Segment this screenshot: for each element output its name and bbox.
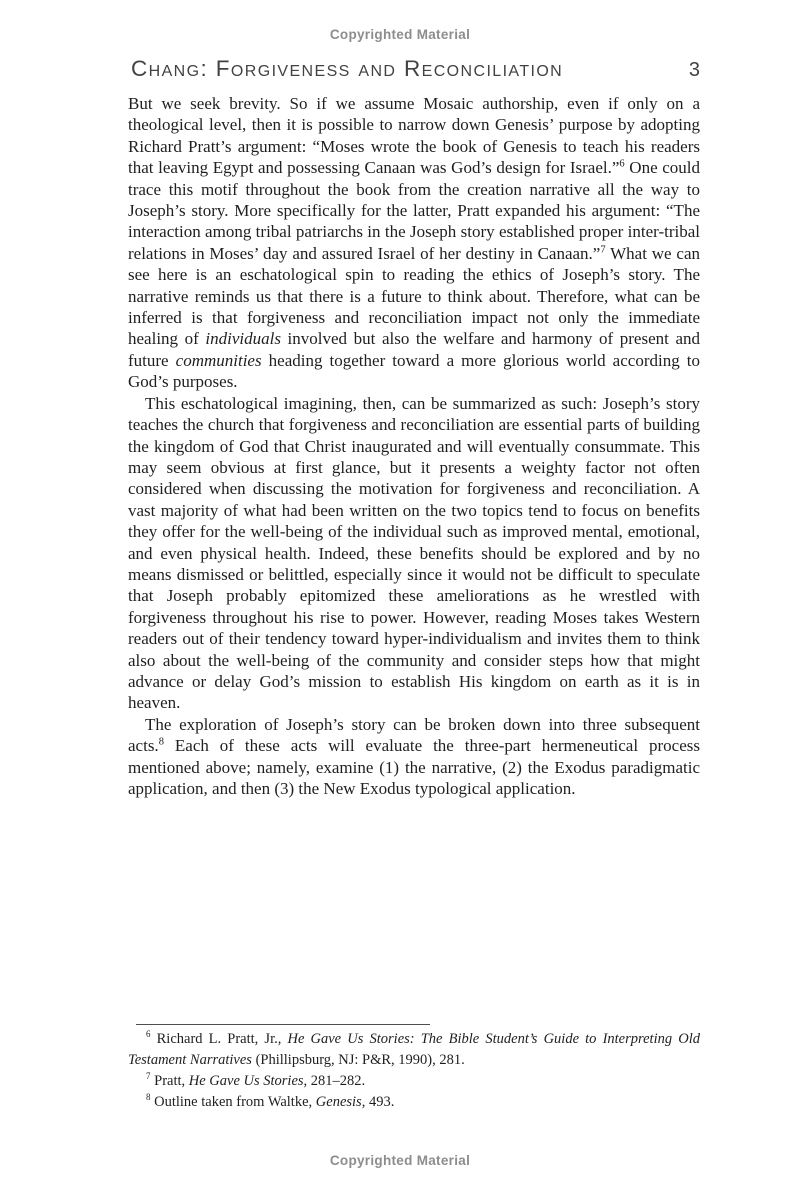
footnote-number: 6 (146, 1029, 151, 1040)
text-run: Genesis (315, 1094, 362, 1110)
text-run: One could trace this motif throughout the book from the creation narrative all the way to Joseph’s story. More specifically for the latter, Pratt expanded his argument: “The interaction among tribal patriarchs in the Joseph story established proper inter-tribal relations in Moses’ day and assured Israel of her destiny in Canaan.” (128, 158, 701, 263)
text-run: Pratt, (150, 1073, 189, 1089)
text-run: , 493. (361, 1094, 395, 1110)
paragraph (128, 714, 700, 800)
paragraph (128, 93, 700, 393)
running-title: Chang: Forgiveness and Reconciliation (131, 56, 564, 81)
text-run: , 281–282. (303, 1073, 366, 1089)
copyright-notice-bottom: Copyrighted Material (329, 1153, 471, 1168)
footnote-number: 8 (146, 1092, 151, 1103)
body-text (128, 93, 700, 799)
footnote-reference: 7 (600, 244, 606, 256)
text-run: What we can see here is an eschatological spin to reading the ethics of Joseph’s story. The narrative reminds us that there is a future to think about. Therefore, what can be inferred is that forgiveness and reconciliation impact not only the immediate healing of (128, 243, 700, 349)
text-run: Each of these acts will evaluate the three-part hermeneutical process mentioned above; namely, examine (1) the narrative, (2) the Exodus paradigmatic application, and then (3) the New Exodus typological application. (128, 736, 700, 798)
text-run: heading together toward a more glorious world according to God’s purposes. (128, 350, 700, 392)
footnote (128, 1092, 700, 1113)
footnote-separator (136, 1024, 430, 1025)
text-run: Richard L. Pratt, Jr., (150, 1031, 288, 1047)
footnote-number: 7 (146, 1071, 151, 1082)
running-header (131, 56, 700, 82)
text-run: (Phillipsburg, NJ: P&R, 1990), 281. (251, 1052, 465, 1068)
text-run: But we seek brevity. So if we assume Mosaic authorship, even if only on a theological level, then it is possible to narrow down Genesis’ purpose by adopting Richard Pratt’s argument: “Moses wrote the book of Genesis to teach his readers that leaving Egypt and possessing Canaan was God’s design for Israel.” (128, 94, 700, 178)
text-run: individuals (205, 329, 281, 349)
text-run: This eschatological imagining, then, can be summarized as such: Joseph’s story teaches the church that forgiveness and reconciliation are essential parts of building the kingdom of God that Christ inaugurated and will eventually consummate. This may seem obvious at first glance, but it presents a weighty factor not often considered when discussing the motivation for forgiveness and reconciliation. A vast majority of what had been written on the two topics tend to focus on benefits they offer for the well-being of the individual such as improved mental, emotional, and even physical health. Indeed, these benefits should be explored and by no means dismissed or belittled, especially since it would not be difficult to speculate that Joseph probably epitomized these ameliorations as he wrestled with forgiveness throughout his rise to power. However, reading Moses takes Western readers out of their tendency toward hyper-individualism and invites them to think also about the well-being of the community and consider steps how that might advance or delay God’s mission to establish His kingdom on earth as it is in heaven. (128, 393, 700, 713)
text-run: communities (175, 350, 262, 370)
page-number: 3 (688, 59, 700, 81)
text-run: involved but also the welfare and harmony of present and future (128, 329, 700, 370)
text-run: The exploration of Joseph’s story can be broken down into three subsequent acts. (128, 714, 700, 756)
footnote (128, 1071, 700, 1092)
text-run: Outline taken from Waltke, (150, 1094, 316, 1110)
footnote-reference: 6 (619, 158, 625, 170)
paragraph (128, 393, 700, 714)
footnote-reference: 8 (158, 736, 164, 748)
copyright-notice-top: Copyrighted Material (329, 27, 471, 42)
footnotes (128, 1029, 700, 1113)
text-run: He Gave Us Stories: The Bible Student’s Guide to Interpreting Old Testament Narratives (128, 1031, 700, 1068)
footnote (128, 1029, 700, 1071)
text-run: He Gave Us Stories (188, 1073, 304, 1089)
